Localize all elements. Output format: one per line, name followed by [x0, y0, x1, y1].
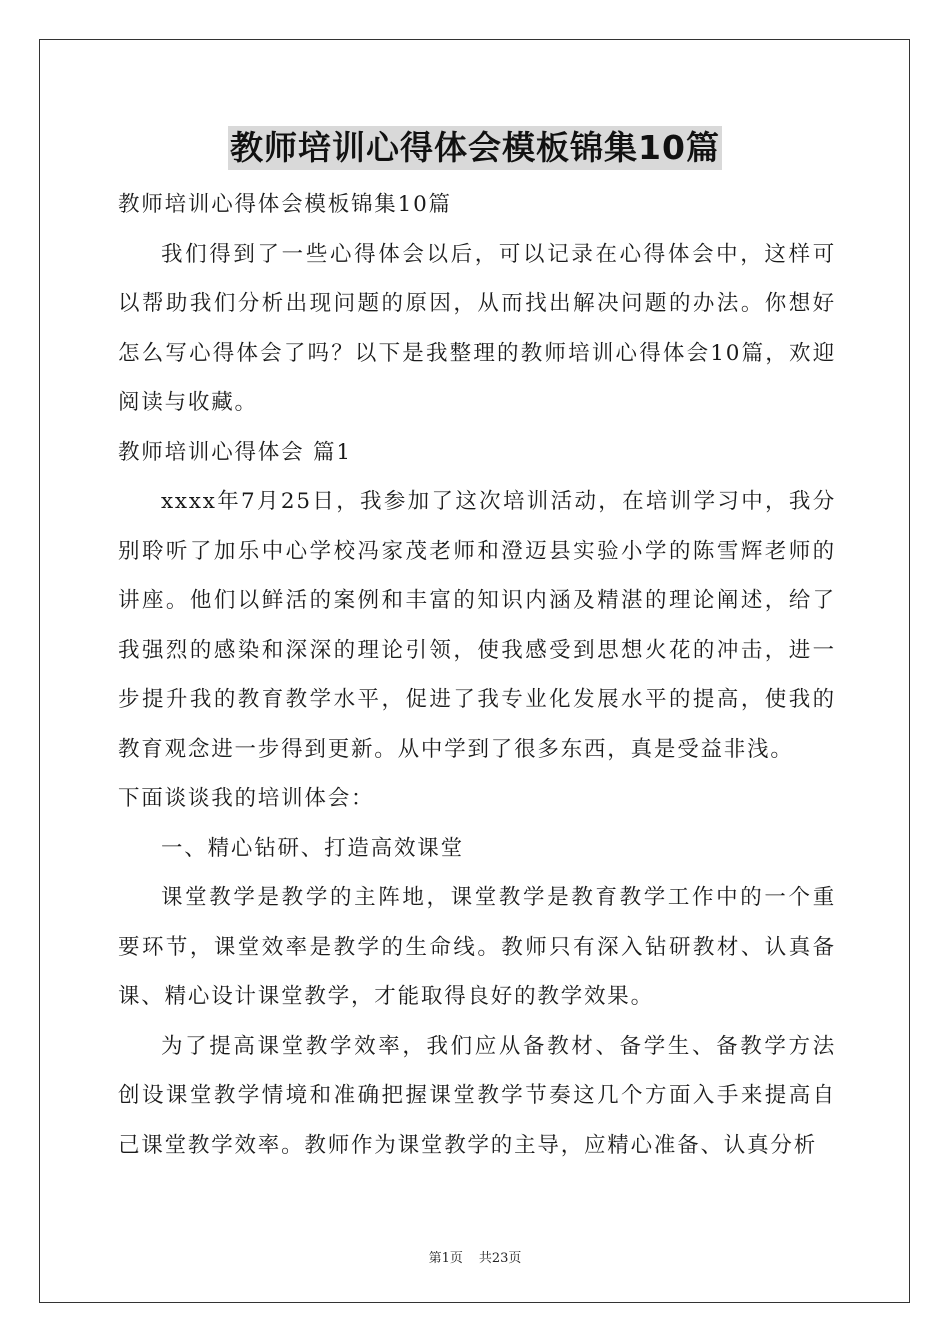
section-heading: 教师培训心得体会 篇1 — [118, 439, 352, 465]
document-subtitle: 教师培训心得体会模板锦集10篇 — [118, 192, 452, 217]
page-footer — [0, 1247, 950, 1266]
page-number: 第1页 — [428, 1251, 463, 1266]
page-total: 共23页 — [478, 1251, 522, 1266]
document-title: 教师培训心得体会模板锦集10篇 — [228, 126, 722, 170]
subheading: 一、精心钻研、打造高效课堂 — [161, 835, 464, 861]
paragraph-2: 下面谈谈我的培训体会： — [118, 786, 375, 811]
title-wrap — [0, 126, 950, 170]
paragraph-1: xxxx年7月25日，我参加了这次培训活动，在培训学习中，我分别聆听了加乐中心学校冯家茂老师和澄迈县实验小学的陈雪辉老师的讲座。他们以鲜活的案例和丰富的知识内涵及精湛的理论阐述，给了我强烈的感染和深深的理论引领，使我感受到思想火花的冲击，进一步提升我的教育教学水平，促进了我专业化发展水平的提高，使我的教育观念进一步得到更新。从中学到了很多东西，真是受益非浅。 — [118, 489, 836, 762]
paragraph-3: 课堂教学是教学的主阵地，课堂教学是教育教学工作中的一个重要环节，课堂效率是教学的生命线。教师只有深入钻研教材、认真备课、精心设计课堂教学，才能取得良好的教学效果。 — [118, 885, 836, 1009]
document-body — [118, 180, 836, 1170]
intro-paragraph: 我们得到了一些心得体会以后，可以记录在心得体会中，这样可以帮助我们分析出现问题的原因，从而找出解决问题的办法。你想好怎么写心得体会了吗？以下是我整理的教师培训心得体会10篇，欢迎阅读与收藏。 — [118, 241, 836, 415]
paragraph-4: 为了提高课堂教学效率，我们应从备教材、备学生、备教学方法创设课堂教学情境和准确把握课堂教学节奏这几个方面入手来提高自己课堂教学效率。教师作为课堂教学的主导，应精心准备、认真分析 — [118, 1033, 836, 1158]
